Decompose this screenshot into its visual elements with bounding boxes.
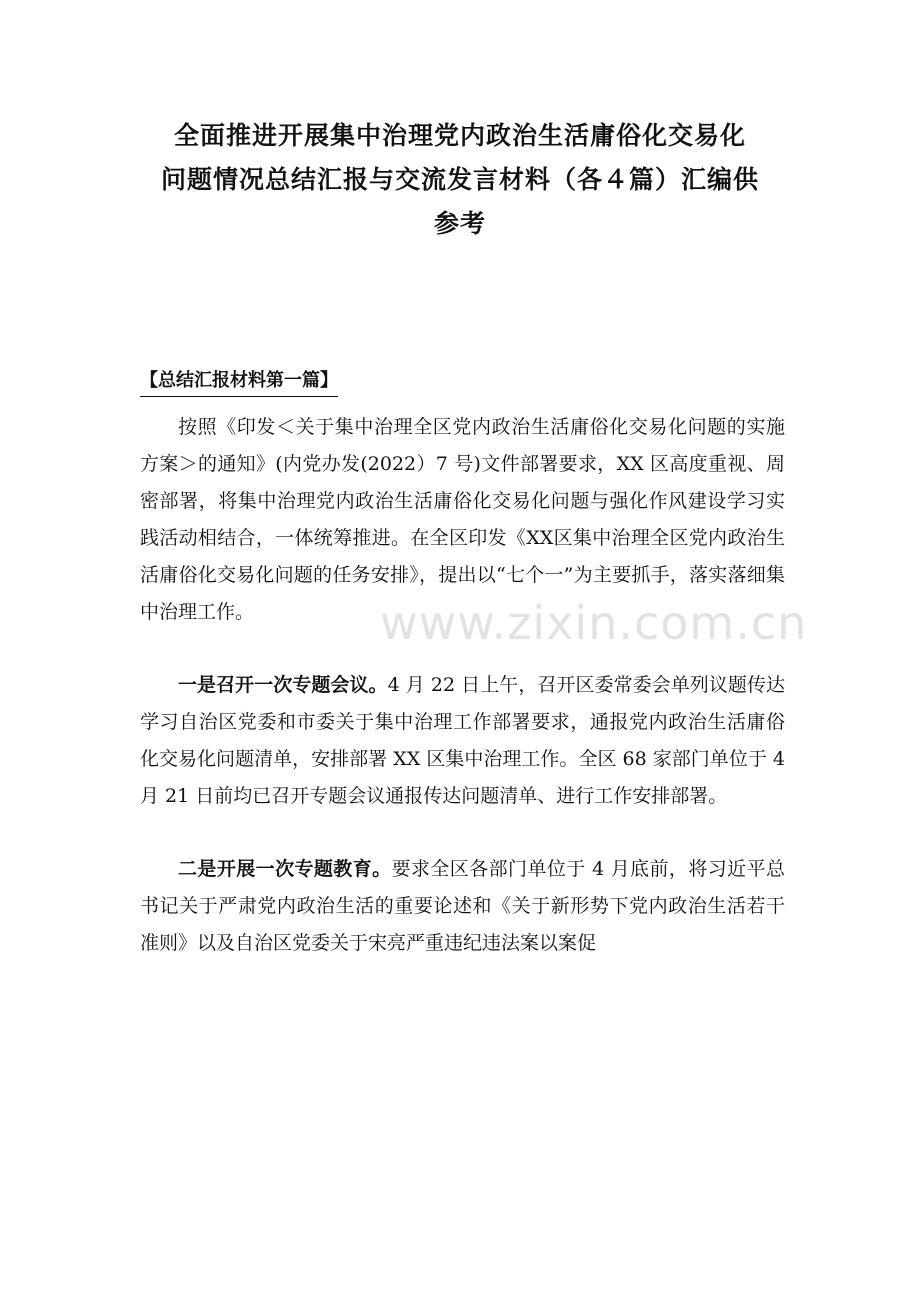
watermark: www.zixin.com.cn xyxy=(380,596,808,650)
intro-paragraph: 按照《印发＜关于集中治理全区党内政治生活庸俗化交易化问题的实施方案＞的通知》(内党办发(2022）7 号)文件部署要求，XX 区高度重视、周密部署，将集中治理党内政治生活庸俗化交易化问题与强化作风建设学习实践活动相结合，一体统筹推进。在全区印发《XX区集中治理全区党内政治生活庸俗化交易化问题的任务安排》，提出以“七个一”为主要抓手，落实落细集中治理工作。 xyxy=(140,416,785,623)
item-2-paragraph xyxy=(140,851,785,962)
item-2-lead: 二是开展一次专题教育。 xyxy=(178,858,392,880)
item-1-paragraph xyxy=(140,667,785,815)
title-line-2: 问题情况总结汇报与交流发言材料（各４篇）汇编供 xyxy=(160,165,759,194)
item-1-lead: 一是召开一次专题会议。 xyxy=(178,674,388,696)
item-1-text: 4 月 22 日上午，召开区委常委会单列议题传达学习自治区党委和市委关于集中治理工作部署要求，通报党内政治生活庸俗化交易化问题清单，安排部署 XX 区集中治理工作。全区 68 家部门单位于 4 月 21 日前均已召开专题会议通报传达问题清单、进行工作安排部署。 xyxy=(140,674,785,807)
title-line-3: 参考 xyxy=(433,209,486,238)
title-line-1: 全面推进开展集中治理党内政治生活庸俗化交易化 xyxy=(173,121,746,150)
section-heading: 【总结汇报材料第一篇】 xyxy=(140,366,338,397)
document-body xyxy=(140,362,785,962)
item-2-text: 要求全区各部门单位于 4 月底前，将习近平总书记关于严肃党内政治生活的重要论述和《关于新形势下党内政治生活若干准则》以及自治区党委关于宋亮严重违纪违法案以案促 xyxy=(140,858,785,954)
document-title xyxy=(130,114,790,246)
